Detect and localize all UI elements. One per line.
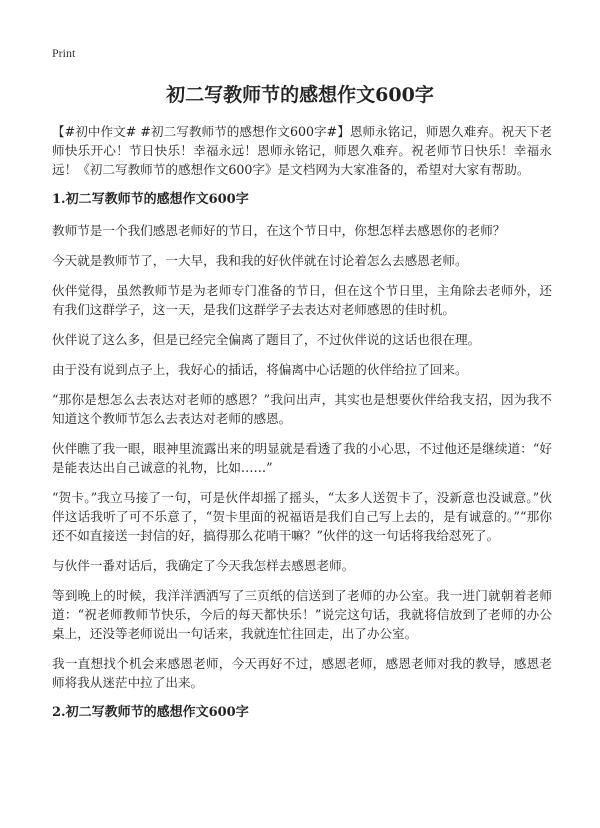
article-body: [52, 122, 552, 734]
paragraph: “贺卡。”我立马接了一句，可是伙伴却摇了摇头，“太多人送贺卡了，没新意也没诚意。”伙伴这话我听了可不乐意了，“贺卡里面的祝福语是我们自己写上去的，是有诚意的。”“那你还不如直接送一封信的好，搞得那么花哨干嘛？”伙伴的这一句话将我给怼死了。: [52, 490, 552, 543]
intro-paragraph: 【#初中作文# #初二写教师节的感想作文600字#】恩师永铭记，师恩久难弃。祝天下老师快乐开心！节日快乐！幸福永远！恩师永铭记，师恩久难弃。祝老师节日快乐！幸福永远！《初二写教师节的感想作文600字》是文档网为大家准备的，希望对大家有帮助。: [52, 124, 552, 177]
page-title: 初二写教师节的感想作文600字: [166, 84, 434, 106]
paragraph: 等到晚上的时候，我洋洋洒洒写了三页纸的信送到了老师的办公室。我一进门就朝着老师道：“祝老师教师节快乐，今后的每天都快乐！”说完这句话，我就将信放到了老师的办公桌上，还没等老师说出一句话来，我就连忙往回走，出了办公室。: [52, 588, 552, 641]
paragraph: 伙伴觉得，虽然教师节是为老师专门准备的节日，但在这个节日里，主角除去老师外，还有我们这群学子，这一天，是我们这群学子去表达对老师感恩的佳时机。: [52, 283, 552, 317]
print-label: Print: [52, 46, 76, 60]
paragraph: 由于没有说到点子上，我好心的插话，将偏离中心话题的伙伴给拉了回来。: [52, 362, 468, 377]
section-heading-2: 2.初二写教师节的感想作文600字: [52, 705, 249, 720]
section-heading-1: 1.初二写教师节的感想作文600字: [52, 192, 249, 207]
paragraph: 伙伴说了这么多，但是已经完全偏离了题目了，不过伙伴说的这话也很在理。: [52, 332, 481, 347]
paragraph: 今天就是教师节了，一大早，我和我的好伙伴就在讨论着怎么去感恩老师。: [52, 253, 468, 268]
paragraph: 与伙伴一番对话后，我确定了今天我怎样去感恩老师。: [52, 558, 355, 573]
paragraph: 教师节是一个我们感恩老师好的节日，在这个节日中，你想怎样去感恩你的老师？: [52, 223, 506, 238]
paragraph: 伙伴瞧了我一眼，眼神里流露出来的明显就是看透了我的小心思，不过他还是继续道：“好是能表达出自己诚意的礼物，比如……”: [52, 441, 552, 475]
paragraph: “那你是想怎么去表达对老师的感恩？”我问出声，其实也是想要伙伴给我支招，因为我不知道这个教师节怎么去表达对老师的感恩。: [52, 392, 552, 426]
paragraph: 我一直想找个机会来感恩老师，今天再好不过，感恩老师，感恩老师对我的教导，感恩老师将我从迷茫中拉了出来。: [52, 656, 552, 690]
